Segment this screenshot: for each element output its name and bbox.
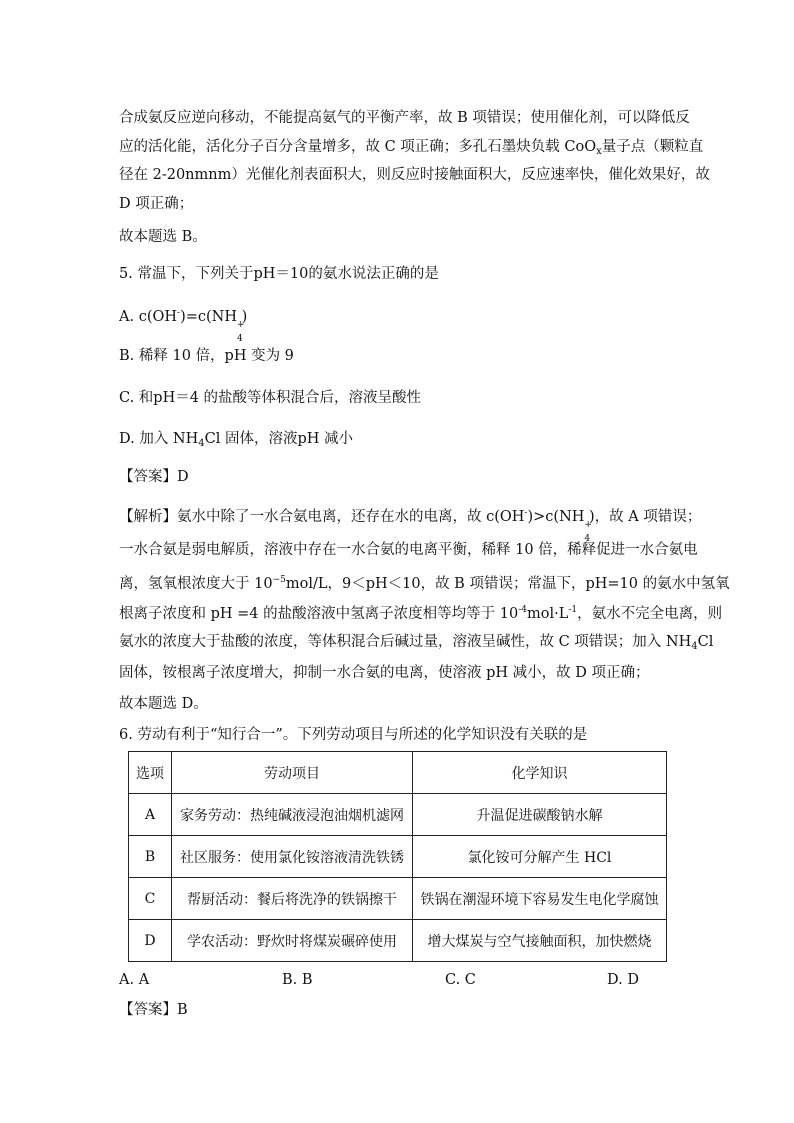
table-cell: A — [129, 794, 172, 836]
analysis-conclusion: 故本题选 B。 — [119, 229, 207, 245]
table-header-cell: 化学知识 — [413, 752, 667, 794]
q6-option-b: B. B — [282, 972, 313, 988]
table-row — [129, 920, 667, 962]
table-row — [129, 836, 667, 878]
q5-stem: 5. 常温下，下列关于pH＝10的氨水说法正确的是 — [119, 266, 439, 282]
analysis-line-4: D 项正确； — [119, 196, 194, 212]
q6-answer: 【答案】B — [119, 1002, 188, 1018]
table-cell: 氯化铵可分解产生 HCl — [413, 836, 667, 878]
analysis-line-3: 径在 2-20nmnm）光催化剂表面积大，则反应时接触面积大，反应速率快，催化效果好，故 — [119, 167, 710, 183]
table-cell: 学农活动：野炊时将煤炭碾碎使用 — [172, 920, 413, 962]
q5-explanation-line-5: 氨水的浓度大于盐酸的浓度，等体积混合后碱过量，溶液呈碱性，故 C 项错误；加入 $NH_4Cl$ — [119, 634, 714, 652]
q5-conclusion: 故本题选 D。 — [119, 696, 208, 712]
table-cell: B — [129, 836, 172, 878]
q5-explanation-line-2: 一水合氨是弱电解质，溶液中存在一水合氨的电离平衡，稀释 10 倍，稀释促进一水合氨电 — [119, 542, 698, 558]
table-cell: 社区服务：使用氯化铵溶液清洗铁锈 — [172, 836, 413, 878]
table-cell: C — [129, 878, 172, 920]
table-row — [129, 878, 667, 920]
q5-option-c: C. 和pH＝4 的盐酸等体积混合后，溶液呈酸性 — [119, 390, 422, 406]
q5-answer: 【答案】D — [119, 469, 189, 485]
q5-option-d: D. 加入 $NH_4Cl$ 固体，溶液pH 减小 — [119, 431, 354, 449]
table-cell: 家务劳动：热纯碱液浸泡油烟机滤网 — [172, 794, 413, 836]
table-header-row — [129, 752, 667, 794]
table-header-cell: 劳动项目 — [172, 752, 413, 794]
q6-option-c: C. C — [445, 972, 476, 988]
q5-option-b: B. 稀释 10 倍，pH 变为 9 — [119, 348, 294, 364]
analysis-line-2: 应的活化能，活化分子百分含量增多，故 C 项正确；多孔石墨炔负载 CoO$_x$量子点（颗粒直 — [119, 139, 704, 157]
table-cell: 升温促进碳酸钠水解 — [413, 794, 667, 836]
table-row — [129, 794, 667, 836]
q5-explanation-line-4: 根离子浓度和 pH =4 的盐酸溶液中氢离子浓度相等均等于 $10^{-4}mol\cdot L^{-1}$，氨水不完全电离，则 — [119, 605, 723, 622]
table-cell: D — [129, 920, 172, 962]
q5-explanation-line-1: 【解析】氨水中除了一水合氨电离，还存在水的电离，故 c(OH-)>c(NH + 4 )，故 A 项错误； — [119, 508, 702, 544]
q6-option-a: A. A — [119, 972, 150, 988]
q5-explanation-line-6: 固体，铵根离子浓度增大，抑制一水合氨的电离，使溶液 pH 减小，故 D 项正确； — [119, 665, 650, 681]
q6-stem: 6. 劳动有利于“知行合一”。下列劳动项目与所述的化学知识没有关联的是 — [119, 727, 588, 743]
q6-option-d: D. D — [607, 972, 639, 988]
table-cell: 帮厨活动：餐后将洗净的铁锅擦干 — [172, 878, 413, 920]
q6-table — [128, 751, 667, 962]
table-header-cell: 选项 — [129, 752, 172, 794]
analysis-line-1: 合成氨反应逆向移动，不能提高氨气的平衡产率，故 B 项错误；使用催化剂，可以降低反 — [119, 110, 690, 126]
q5-explanation-line-3: 离，氢氧根浓度大于 $10^{-5}mol/L$，9＜pH＜10，故 B 项错误；常温下，pH=10 的氨水中氢氧 — [119, 575, 730, 592]
table-cell: 增大煤炭与空气接触面积，加快燃烧 — [413, 920, 667, 962]
table-cell: 铁锅在潮湿环境下容易发生电化学腐蚀 — [413, 878, 667, 920]
q5-option-a: A. c(OH-)=c(NH + 4 ) — [119, 308, 248, 344]
